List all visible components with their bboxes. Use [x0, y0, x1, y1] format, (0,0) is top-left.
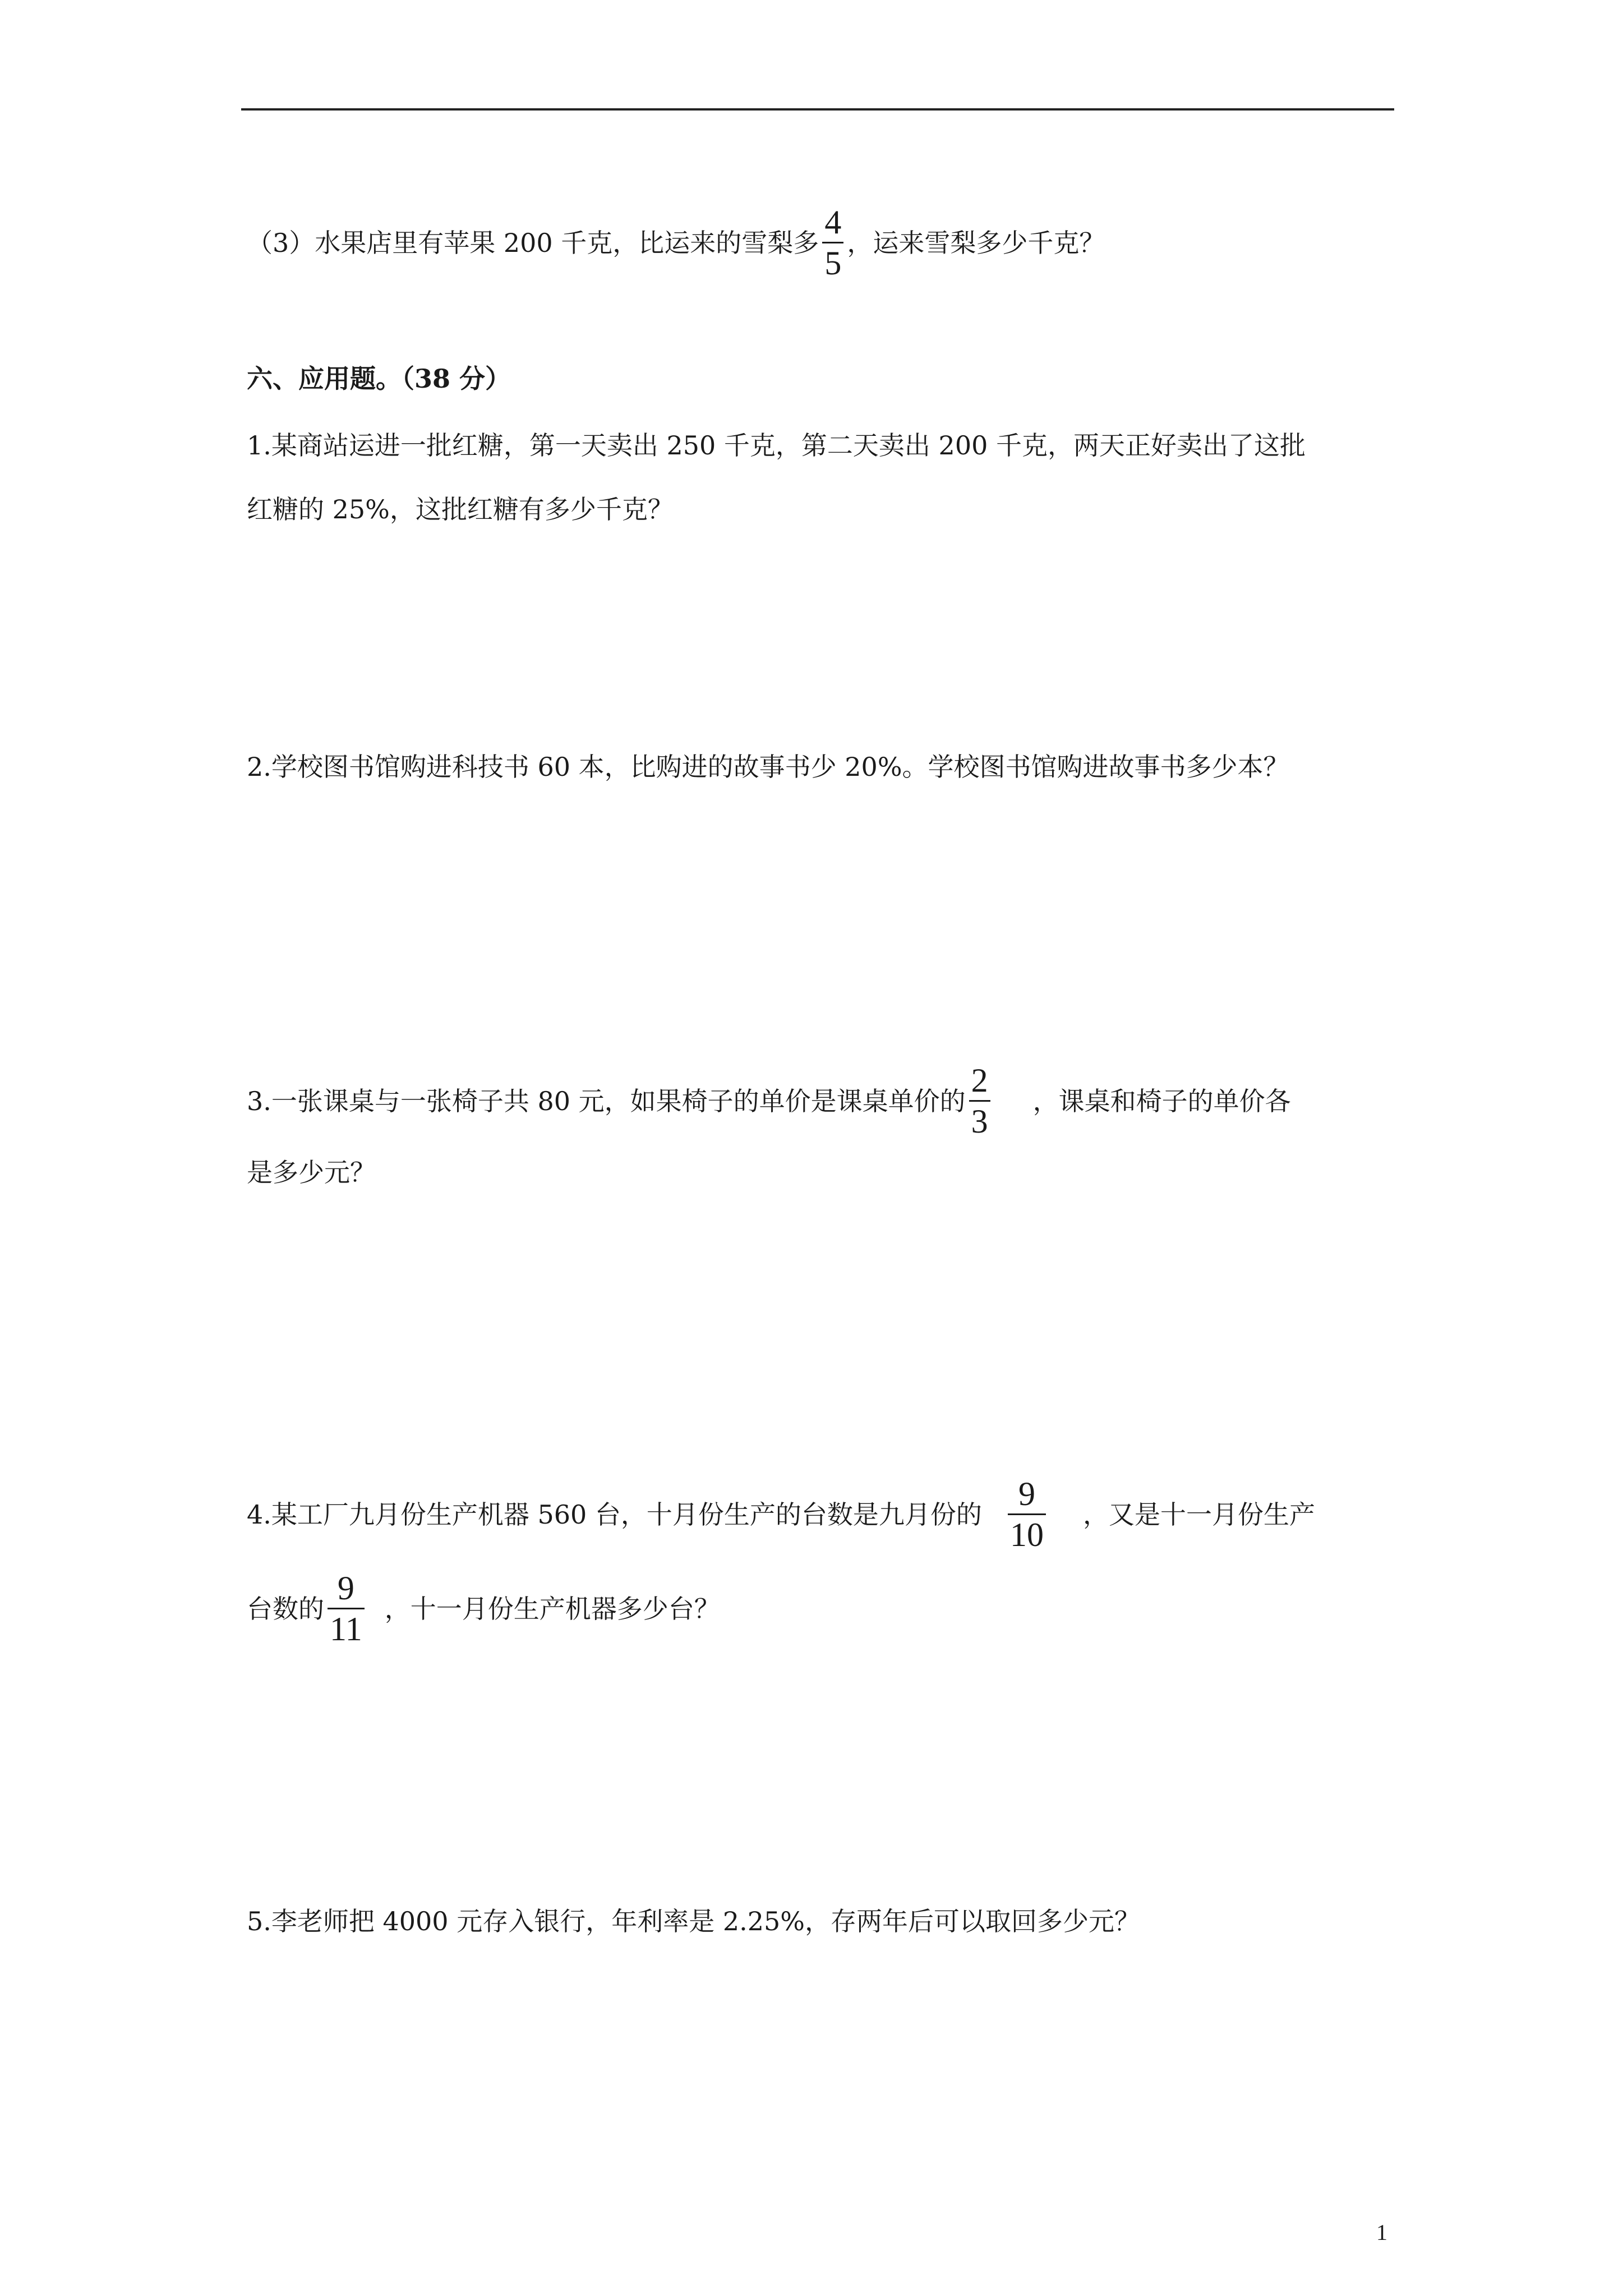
question-3-text-after: ，运来雪梨多少千克？ [847, 227, 1105, 258]
fraction-numerator: 9 [1018, 1475, 1035, 1512]
fraction-numerator: 4 [824, 204, 842, 241]
problem-2: 2.学校图书馆购进科技书 60 本，比购进的故事书少 20%。学校图书馆购进故事书多少本？ [247, 752, 1289, 782]
problem-3-text-before: 3.一张课桌与一张椅子共 80 元，如果椅子的单价是课桌单价的 [247, 1085, 966, 1116]
fraction-4-5 [822, 205, 843, 280]
question-3-text-before: （3）水果店里有苹果 200 千克，比运来的雪梨多 [247, 227, 819, 258]
header-rule [241, 108, 1394, 111]
fraction-numerator: 2 [971, 1062, 988, 1099]
problem-4-text-before: 4.某工厂九月份生产机器 560 台，十月份生产的台数是九月份的 [247, 1499, 982, 1530]
problem-3-text-after: ，课桌和椅子的单价各 [1032, 1085, 1291, 1116]
problem-4-line-2-before: 台数的 [247, 1593, 324, 1624]
fraction-denominator: 11 [330, 1611, 362, 1648]
fraction-denominator: 5 [824, 245, 842, 282]
fraction-denominator: 3 [971, 1103, 988, 1140]
fraction-9-10 [1008, 1476, 1046, 1552]
problem-1-line-1: 1.某商站运进一批红糖，第一天卖出 250 千克，第二天卖出 200 千克，两天正好卖出了这批 [247, 430, 1306, 461]
problem-4-line-1 [247, 1476, 1315, 1552]
problem-3-line-1 [247, 1063, 1291, 1139]
section-heading: 六、应用题。（38 分） [247, 364, 511, 394]
fraction-denominator: 10 [1009, 1516, 1044, 1553]
problem-3-line-2: 是多少元？ [247, 1157, 376, 1188]
fraction-9-11 [328, 1571, 365, 1646]
fraction-2-3 [969, 1063, 990, 1139]
problem-4-text-after: ，又是十一月份生产 [1082, 1499, 1315, 1530]
fraction-numerator: 9 [337, 1570, 354, 1607]
problem-4-line-2 [247, 1571, 720, 1646]
problem-5: 5.李老师把 4000 元存入银行，年利率是 2.25%，存两年后可以取回多少元？ [247, 1906, 1140, 1936]
problem-4-line-2-after: ，十一月份生产机器多少台？ [384, 1593, 720, 1624]
question-3 [247, 205, 1105, 280]
page-number: 1 [1376, 2220, 1387, 2245]
problem-1-line-2: 红糖的 25%，这批红糖有多少千克？ [247, 494, 674, 524]
